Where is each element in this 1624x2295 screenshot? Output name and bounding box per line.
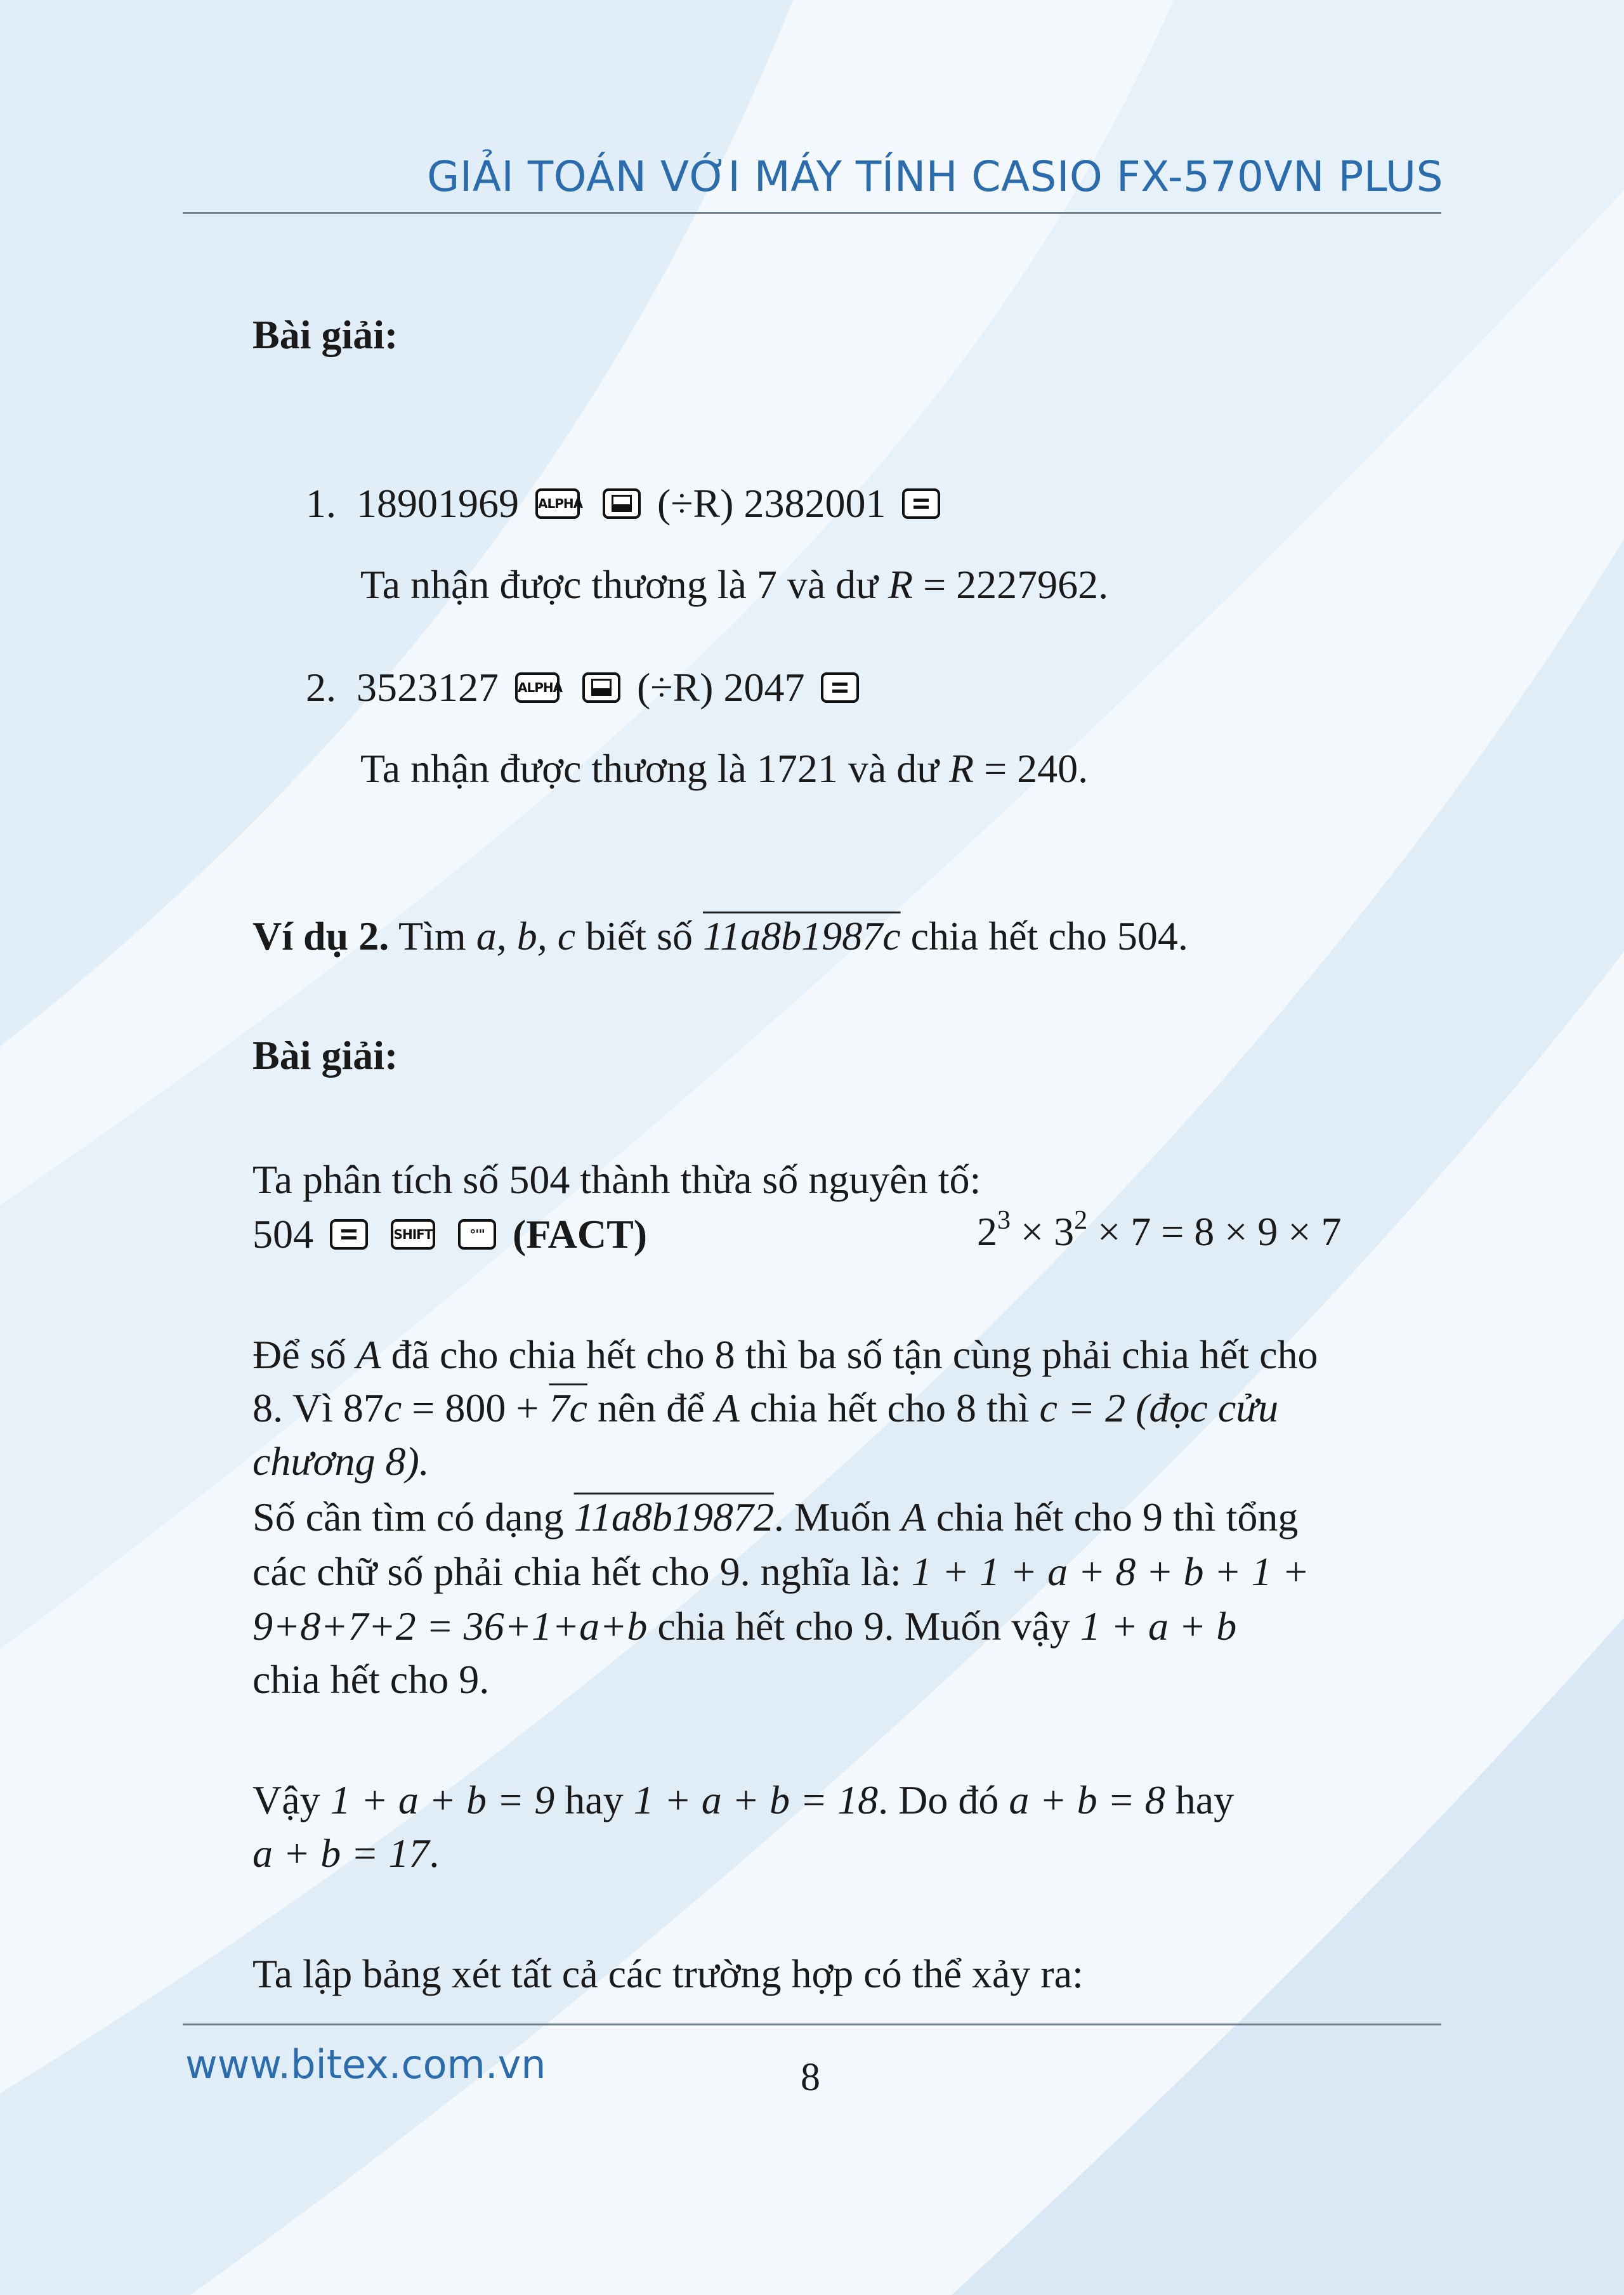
overlined-number: 11a8b1987c: [702, 913, 901, 958]
example-label: Ví dụ 2.: [252, 913, 390, 958]
s-to-d-key-icon: [603, 488, 641, 519]
paragraph-1-line-3: chương 8).: [252, 1439, 429, 1484]
shift-key-icon: SHIFT: [391, 1219, 435, 1250]
example-2: Ví dụ 2. Tìm a, b, c biết số 11a8b1987c chia hết cho 504.: [252, 913, 1188, 958]
header-title: GIẢI TOÁN VỚI MÁY TÍNH CASIO FX-570VN PLUS: [427, 152, 1443, 201]
equals-key-icon: [821, 672, 859, 703]
degree-key-icon: °'": [458, 1219, 496, 1250]
dividend: 3523127: [357, 665, 499, 710]
solution-heading: Bài giải:: [252, 1033, 398, 1078]
paragraph-1-line-2: 8. Vì 87c = 800 + 7c nên để A chia hết cho 8 thì c = 2 (đọc cửu: [252, 1385, 1279, 1430]
page-number: 8: [801, 2056, 820, 2099]
divisor: 2047: [723, 665, 805, 710]
step-number: 1.: [306, 481, 336, 526]
s-to-d-key-icon: [582, 672, 620, 703]
step-1: [306, 483, 946, 524]
header-divider: [183, 212, 1441, 214]
equals-key-icon: [330, 1219, 368, 1250]
operation-label: (÷R): [637, 665, 714, 710]
paragraph-1-line-1: Để số A đã cho chia hết cho 8 thì ba số tận cùng phải chia hết cho: [252, 1332, 1318, 1377]
step-2-result: Ta nhận được thương là 1721 và dư R = 240.: [360, 746, 1089, 791]
dividend: 18901969: [357, 481, 519, 526]
step-1-result: Ta nhận được thương là 7 và dư R = 2227962.: [360, 562, 1109, 607]
closing-sentence: Ta lập bảng xét tất cả các trường hợp có thể xảy ra:: [252, 1951, 1084, 1996]
footer-url[interactable]: www.bitex.com.vn: [185, 2041, 546, 2088]
footer-divider: [183, 2024, 1441, 2025]
paragraph-3-line-2: a + b = 17.: [252, 1831, 440, 1876]
equals-key-icon: [902, 488, 940, 519]
factor-intro: Ta phân tích số 504 thành thừa số nguyên tố:: [252, 1157, 981, 1202]
paragraph-2-line-2: các chữ số phải chia hết cho 9. nghĩa là: 1 + 1 + a + 8 + b + 1 +: [252, 1549, 1309, 1594]
paragraph-3-line-1: Vậy 1 + a + b = 9 hay 1 + a + b = 18. Do đó a + b = 8 hay: [252, 1777, 1234, 1822]
fact-calc: 504 SHIFT °'" (FACT): [252, 1212, 648, 1257]
alpha-key-icon: ALPHA: [535, 488, 580, 519]
paragraph-2-line-4: chia hết cho 9.: [252, 1657, 490, 1702]
factorization-result: $2^3 \times 3^2 \times 7 = 8 \times 9 \times 7$: [977, 1206, 1342, 1254]
operation-label: (÷R): [657, 481, 734, 526]
paragraph-2-line-3: 9+8+7+2 = 36+1+a+b chia hết cho 9. Muốn vậy 1 + a + b: [252, 1604, 1237, 1649]
step-number: 2.: [306, 665, 336, 710]
alpha-key-icon: ALPHA: [515, 672, 560, 703]
step-2: [306, 667, 865, 708]
divisor: 2382001: [743, 481, 886, 526]
paragraph-2-line-1: Số cần tìm có dạng 11a8b19872. Muốn A chia hết cho 9 thì tổng: [252, 1494, 1299, 1540]
solution-heading: Bài giải:: [252, 312, 398, 357]
